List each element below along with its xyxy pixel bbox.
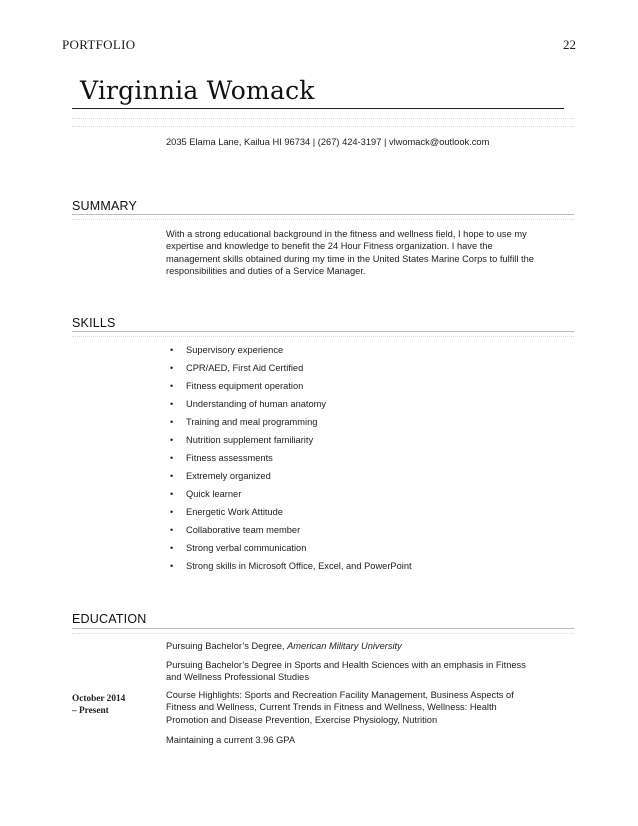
section-divider: [72, 219, 574, 220]
contact-info: 2035 Elama Lane, Kailua HI 96734 | (267) 424-3197 | vlwomack@outlook.com: [166, 137, 490, 147]
bullet-icon: •: [170, 435, 174, 445]
bullet-icon: •: [170, 471, 174, 481]
school-name: American Military University: [287, 641, 402, 651]
skill-item: [166, 363, 412, 381]
section-divider: [72, 214, 574, 215]
skill-text: Extremely organized: [186, 471, 271, 481]
bullet-icon: •: [170, 417, 174, 427]
skills-list: [166, 345, 412, 579]
education-highlights: Course Highlights: Sports and Recreation Facility Management, Business Aspects of Fitness and Wellness, Current Trends in Fitness and Wellness, Wellness: Health Promotion and Disease Prevention, Exercise Physiology, Nutrition: [166, 690, 514, 725]
bullet-icon: •: [170, 525, 174, 535]
education-date: [72, 693, 152, 717]
bullet-icon: •: [170, 363, 174, 373]
page-header: [62, 37, 576, 53]
section-divider: [72, 633, 574, 634]
skill-text: Quick learner: [186, 489, 242, 499]
bullet-icon: •: [170, 399, 174, 409]
bullet-icon: •: [170, 489, 174, 499]
divider: [72, 118, 574, 119]
skill-text: Strong verbal communication: [186, 543, 307, 553]
skill-text: Strong skills in Microsoft Office, Excel, and PowerPoint: [186, 561, 412, 571]
skill-text: Training and meal programming: [186, 417, 318, 427]
skill-text: Fitness equipment operation: [186, 381, 304, 391]
skill-item: [166, 381, 412, 399]
bullet-icon: •: [170, 507, 174, 517]
bullet-icon: •: [170, 453, 174, 463]
skill-text: Nutrition supplement familiarity: [186, 435, 314, 445]
section-divider: [72, 628, 574, 629]
name-underline: [72, 108, 564, 109]
skill-text: Energetic Work Attitude: [186, 507, 283, 517]
bullet-icon: •: [170, 561, 174, 571]
skills-heading: SKILLS: [72, 316, 116, 330]
section-divider: [72, 331, 574, 332]
skill-item: [166, 471, 412, 489]
page-number: 22: [563, 37, 576, 52]
header-title: PORTFOLIO: [62, 37, 136, 52]
degree-prefix: Pursuing Bachelor’s Degree,: [166, 641, 288, 651]
bullet-icon: •: [170, 345, 174, 355]
skill-item: [166, 507, 412, 525]
education-gpa: Maintaining a current 3.96 GPA: [166, 735, 296, 745]
bullet-icon: •: [170, 381, 174, 391]
divider: [72, 126, 574, 127]
section-divider: [72, 336, 574, 337]
education-degree: [166, 640, 536, 652]
skill-item: [166, 543, 412, 561]
education-heading: EDUCATION: [72, 612, 147, 626]
education-degree-detail: Pursuing Bachelor’s Degree in Sports and Health Sciences with an emphasis in Fitness and Wellness Professional Studies: [166, 660, 526, 683]
skill-item: [166, 435, 412, 453]
skill-item: [166, 489, 412, 507]
skill-item: [166, 453, 412, 471]
summary-text: With a strong educational background in the fitness and wellness field, I hope to use my expertise and knowledge to benefit the 24 Hour Fitness organization. I have the management skills obtained during my time in the United States Marine Corps to fulfill the responsibilities and duties of a Service Manager.: [166, 229, 534, 277]
skill-text: Supervisory experience: [186, 345, 284, 355]
skill-item: [166, 399, 412, 417]
skill-text: Understanding of human anatomy: [186, 399, 327, 409]
skill-text: Fitness assessments: [186, 453, 273, 463]
education-date-start: October 2014: [72, 694, 126, 704]
skill-item: [166, 561, 412, 579]
skill-item: [166, 345, 412, 363]
skill-text: Collaborative team member: [186, 525, 301, 535]
summary-heading: SUMMARY: [72, 199, 138, 213]
skill-item: [166, 525, 412, 543]
education-date-end: – Present: [72, 706, 109, 716]
resume-name: Virginnia Womack: [80, 76, 315, 105]
bullet-icon: •: [170, 543, 174, 553]
skill-text: CPR/AED, First Aid Certified: [186, 363, 304, 373]
skill-item: [166, 417, 412, 435]
